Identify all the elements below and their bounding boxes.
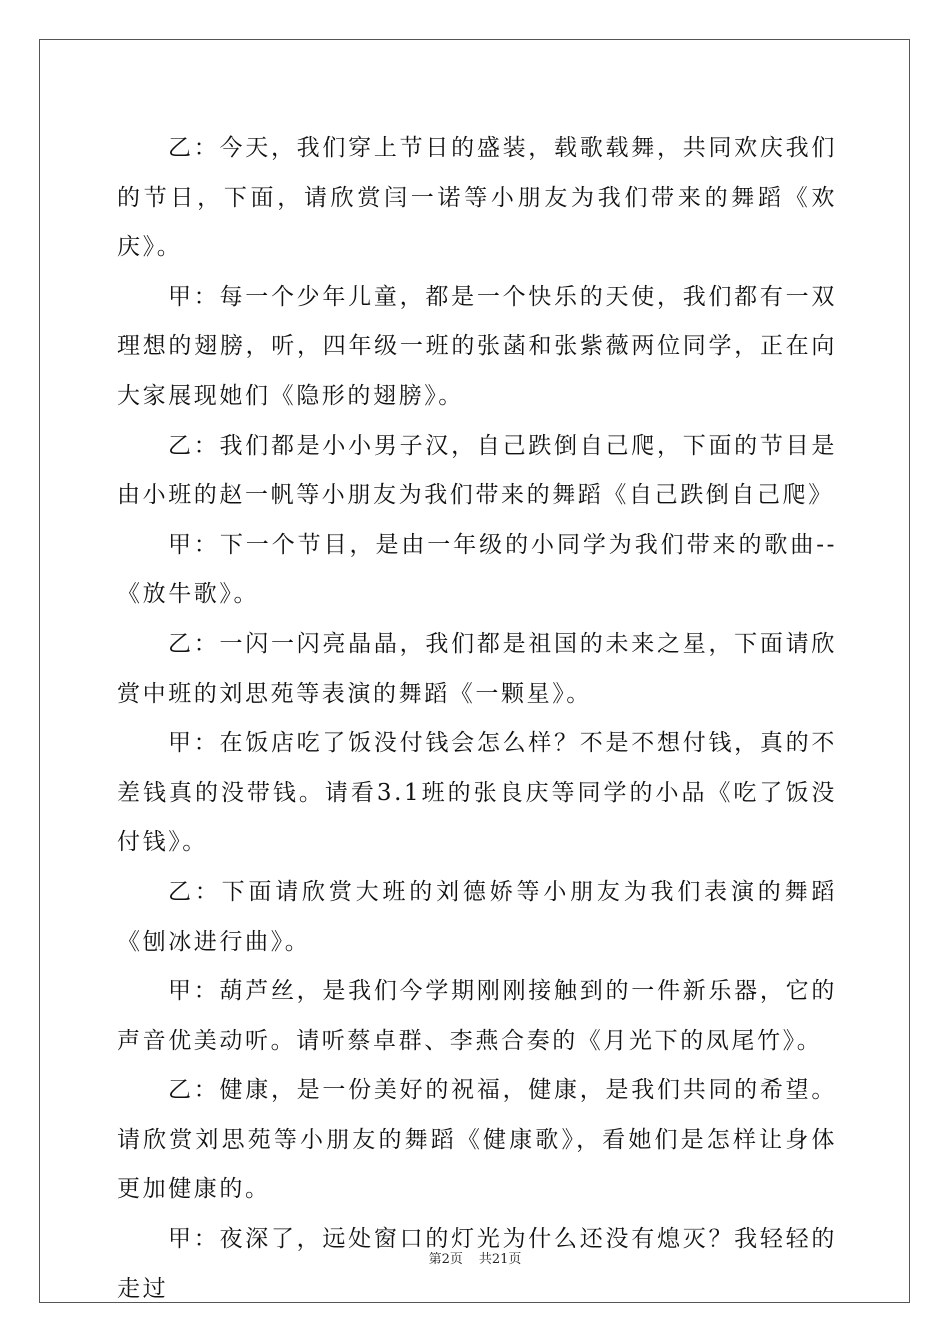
total-page-count: 共21页 — [478, 1252, 522, 1267]
paragraph-3: 乙：我们都是小小男子汉，自己跌倒自己爬，下面的节目是由小班的赵一帆等小朋友为我们带来的舞蹈《自己跌倒自己爬》 — [117, 432, 837, 509]
current-page-number: 第2页 — [428, 1252, 463, 1267]
paragraph-2: 甲：每一个少年儿童，都是一个快乐的天使，我们都有一双理想的翅膀，听，四年级一班的张菡和张紫薇两位同学，正在向大家展现她们《隐形的翅膀》。 — [117, 283, 837, 409]
paragraph-8: 甲：葫芦丝，是我们今学期刚刚接触到的一件新乐器，它的声音优美动听。请听蔡卓群、李燕合奏的《月光下的凤尾竹》。 — [117, 978, 837, 1054]
paragraph-6: 甲：在饭店吃了饭没付钱会怎么样？不是不想付钱，真的不差钱真的没带钱。请看3.1班的张良庆等同学的小品《吃了饭没付钱》。 — [117, 730, 837, 856]
page-footer — [0, 1248, 950, 1267]
paragraph-7: 乙：下面请欣赏大班的刘德娇等小朋友为我们表演的舞蹈《刨冰进行曲》。 — [117, 878, 837, 955]
document-body — [117, 124, 837, 1314]
paragraph-9: 乙：健康，是一份美好的祝福，健康，是我们共同的希望。请欣赏刘思苑等小朋友的舞蹈《健康歌》，看她们是怎样让身体更加健康的。 — [117, 1077, 837, 1203]
paragraph-1: 乙：今天，我们穿上节日的盛装，载歌载舞，共同欢庆我们的节日，下面，请欣赏闫一诺等小朋友为我们带来的舞蹈《欢庆》。 — [117, 135, 837, 261]
paragraph-5: 乙：一闪一闪亮晶晶，我们都是祖国的未来之星，下面请欣赏中班的刘思苑等表演的舞蹈《一颗星》。 — [117, 630, 837, 707]
paragraph-4: 甲：下一个节目，是由一年级的小同学为我们带来的歌曲--《放牛歌》。 — [117, 531, 837, 608]
paragraph-10: 甲：夜深了，远处窗口的灯光为什么还没有熄灭？我轻轻的走过 — [117, 1226, 837, 1302]
